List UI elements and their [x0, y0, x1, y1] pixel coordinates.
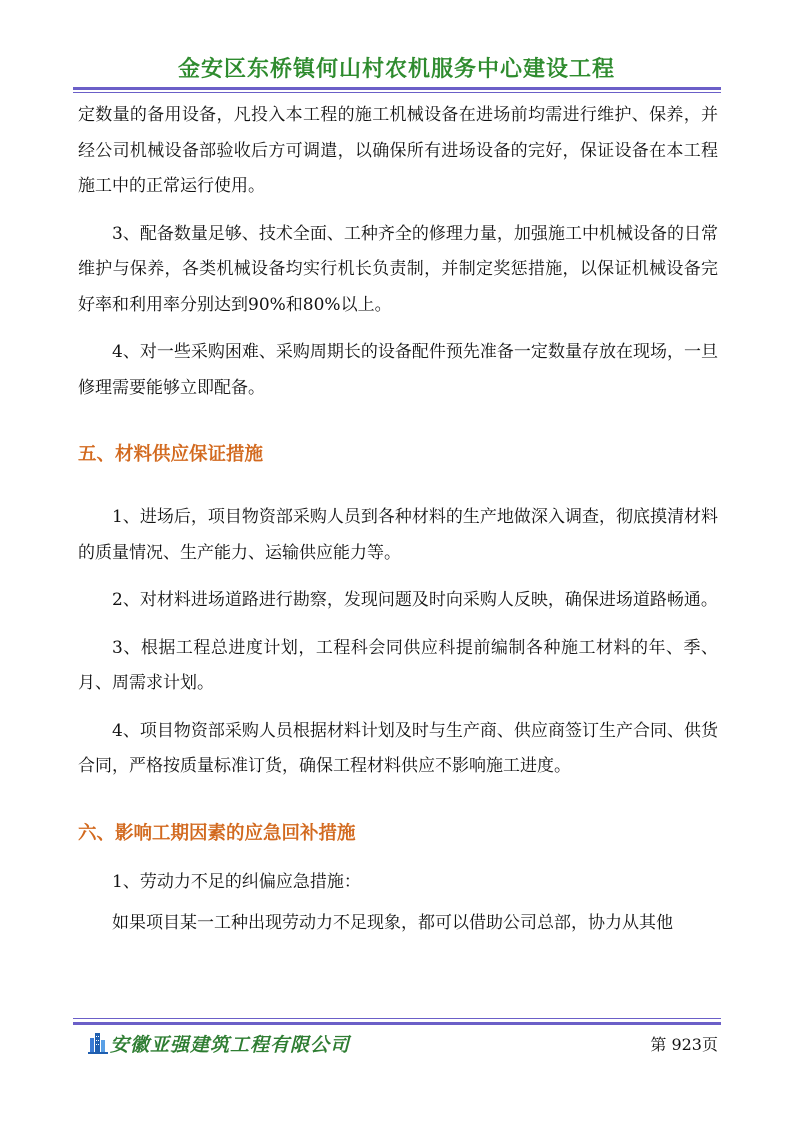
body-paragraph: 如果项目某一工种出现劳动力不足现象，都可以借助公司总部，协力从其他 — [112, 913, 673, 933]
page-header-title: 金安区东桥镇何山村农机服务中心建设工程 — [177, 57, 615, 82]
building-logo-icon — [88, 1030, 110, 1054]
body-paragraph: 定数量的备用设备，凡投入本工程的施工机械设备在进场前均需进行维护、保养，并经公司机械设备部验收后方可调遣，以确保所有进场设备的完好，保证设备在本工程施工中的正常运行使用。 — [78, 105, 718, 196]
body-paragraph: 3、配备数量足够、技术全面、工种齐全的修理力量，加强施工中机械设备的日常维护与保养，各类机械设备均实行机长负责制，并制定奖惩措施，以保证机械设备完好率和利用率分别达到90%和80%以上。 — [78, 223, 718, 315]
page-footer — [88, 1030, 718, 1056]
page-number: 第 923页 — [650, 1035, 718, 1054]
body-paragraph: 1、劳动力不足的纠偏应急措施： — [112, 871, 361, 892]
header-divider — [73, 87, 721, 90]
body-paragraph: 4、对一些采购困难、采购周期长的设备配件预先准备一定数量存放在现场，一旦修理需要能够立即配备。 — [78, 342, 718, 398]
header-divider-thin — [73, 92, 721, 93]
section-heading-6: 六、影响工期因素的应急回补措施 — [78, 822, 356, 844]
body-paragraph: 4、项目物资部采购人员根据材料计划及时与生产商、供应商签订生产合同、供货合同，严格按质量标准订货，确保工程材料供应不影响施工进度。 — [78, 720, 718, 776]
document-body — [78, 98, 718, 942]
body-paragraph: 3、根据工程总进度计划，工程科会同供应科提前编制各种施工材料的年、季、月、周需求计划。 — [78, 637, 718, 693]
footer-divider-thin — [73, 1018, 721, 1019]
footer-company-name: 安徽亚强建筑工程有限公司 — [110, 1034, 351, 1056]
footer-divider — [73, 1022, 721, 1025]
body-paragraph: 1、进场后，项目物资部采购人员到各种材料的生产地做深入调查，彻底摸清材料的质量情况、生产能力、运输供应能力等。 — [78, 507, 718, 563]
section-heading-5: 五、材料供应保证措施 — [78, 444, 264, 465]
body-paragraph: 2、对材料进场道路进行勘察，发现问题及时向采购人反映，确保进场道路畅通。 — [112, 590, 718, 610]
